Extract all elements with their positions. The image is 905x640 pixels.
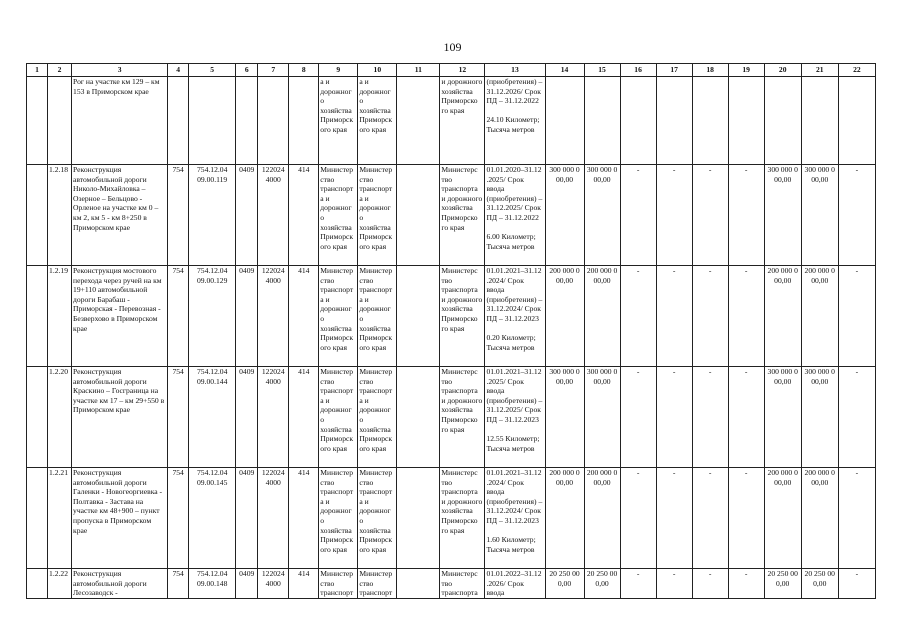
header-cell: 22 <box>838 64 875 77</box>
table-cell-col-8: 414 <box>289 165 319 266</box>
table-cell-col-1 <box>27 165 48 266</box>
table-cell-col-1 <box>27 77 48 165</box>
table-cell-col-5: 754.12.04 09.00.144 <box>189 367 236 468</box>
table-cell-col-17: - <box>656 569 692 599</box>
table-cell-col-15: 200 000 0 00,00 <box>584 468 620 569</box>
header-cell: 14 <box>545 64 584 77</box>
table-cell-col-15 <box>584 77 620 165</box>
table-cell-col-22: - <box>838 165 875 266</box>
header-cell: 9 <box>319 64 358 77</box>
table-cell-col-1 <box>27 468 48 569</box>
table-cell-col-2: 1.2.20 <box>48 367 72 468</box>
table-cell-col-5 <box>189 77 236 165</box>
header-cell: 8 <box>289 64 319 77</box>
table-cell-col-7: 122024 4000 <box>258 367 289 468</box>
table-cell-col-6: 0409 <box>236 266 258 367</box>
table-cell-col-4: 754 <box>168 569 189 599</box>
table-cell-col-11 <box>397 165 440 266</box>
table-cell-col-2: 1.2.21 <box>48 468 72 569</box>
table-cell-col-4: 754 <box>168 367 189 468</box>
table-cell-col-16: - <box>620 266 656 367</box>
table-cell-col-22 <box>838 77 875 165</box>
table-cell-col-14: 200 000 0 00,00 <box>545 468 584 569</box>
table-cell-col-14: 300 000 0 00,00 <box>545 165 584 266</box>
table-row <box>27 468 876 569</box>
table-cell-col-12: Министерс тво транспорта и дорожного хозяйства Приморско го края <box>440 468 485 569</box>
table-cell-col-6 <box>236 77 258 165</box>
table-cell-col-18: - <box>692 266 728 367</box>
header-cell: 2 <box>48 64 72 77</box>
table-cell-col-17: - <box>656 165 692 266</box>
table-cell-col-21: 300 000 0 00,00 <box>801 367 838 468</box>
table-row <box>27 266 876 367</box>
table-row <box>27 77 876 165</box>
table-cell-col-21 <box>801 77 838 165</box>
table-cell-col-15: 300 000 0 00,00 <box>584 367 620 468</box>
table-cell-col-15: 300 000 0 00,00 <box>584 165 620 266</box>
table-cell-col-9: Министер ство транспорт а и дорожног о хозяйства Приморск ого края <box>319 165 358 266</box>
header-cell: 10 <box>358 64 397 77</box>
table-cell-col-13: 01.01.2021–31.12 .2024/ Срок ввода (приобретения) – 31.12.2024/ Срок ПД – 31.12.2023 0.20 Километр; Тысяча метров <box>485 266 545 367</box>
table-cell-col-8: 414 <box>289 367 319 468</box>
header-cell: 16 <box>620 64 656 77</box>
table-cell-col-8: 414 <box>289 468 319 569</box>
table-cell-col-16: - <box>620 569 656 599</box>
table-cell-col-14 <box>545 77 584 165</box>
table-cell-col-10: Министер ство транспорт а и дорожног о хозяйства Приморск ого края <box>358 266 397 367</box>
header-cell: 12 <box>440 64 485 77</box>
table-cell-col-7: 122024 4000 <box>258 468 289 569</box>
table-cell-col-6: 0409 <box>236 367 258 468</box>
table-cell-col-20: 300 000 0 00,00 <box>764 165 801 266</box>
table-cell-col-3: Реконструкция автомобильной дороги Николо-Михайловка – Озерное – Бельцово - Орленое на участке км 0 – км 2, км 5 - км 8+250 в Приморском крае <box>72 165 168 266</box>
table-cell-col-12: Министерс тво транспорта <box>440 569 485 599</box>
table-cell-col-9: Министер ство транспорт а и дорожног о хозяйства Приморск ого края <box>319 468 358 569</box>
table-cell-col-22: - <box>838 569 875 599</box>
table-cell-col-19 <box>728 77 764 165</box>
header-cell: 6 <box>236 64 258 77</box>
table-cell-col-9: Министер ство транспорт <box>319 569 358 599</box>
table-cell-col-17: - <box>656 468 692 569</box>
header-cell: 15 <box>584 64 620 77</box>
table-cell-col-14: 200 000 0 00,00 <box>545 266 584 367</box>
table-cell-col-12: Министерс тво транспорта и дорожного хозяйства Приморско го края <box>440 367 485 468</box>
table-cell-col-5: 754.12.04 09.00.145 <box>189 468 236 569</box>
table-cell-col-20 <box>764 77 801 165</box>
table-cell-col-12: Министерс тво транспорта и дорожного хозяйства Приморско го края <box>440 266 485 367</box>
table-cell-col-2: 1.2.22 <box>48 569 72 599</box>
table-cell-col-9: а и дорожног о хозяйства Приморск ого края <box>319 77 358 165</box>
table-row <box>27 367 876 468</box>
table-cell-col-19: - <box>728 266 764 367</box>
table-cell-col-11 <box>397 569 440 599</box>
table-cell-col-19: - <box>728 165 764 266</box>
table-cell-col-11 <box>397 77 440 165</box>
table-cell-col-2 <box>48 77 72 165</box>
table-cell-col-17: - <box>656 367 692 468</box>
header-cell: 3 <box>72 64 168 77</box>
table-cell-col-2: 1.2.19 <box>48 266 72 367</box>
table-cell-col-20: 300 000 0 00,00 <box>764 367 801 468</box>
header-cell: 5 <box>189 64 236 77</box>
table-cell-col-8: 414 <box>289 266 319 367</box>
table-cell-col-15: 20 250 00 0,00 <box>584 569 620 599</box>
table-cell-col-22: - <box>838 367 875 468</box>
table-cell-col-1 <box>27 266 48 367</box>
table-cell-col-10: Министер ство транспорт а и дорожног о хозяйства Приморск ого края <box>358 367 397 468</box>
table-cell-col-21: 200 000 0 00,00 <box>801 266 838 367</box>
table-cell-col-10: Министер ство транспорт <box>358 569 397 599</box>
table-cell-col-10: а и дорожног о хозяйства Приморск ого края <box>358 77 397 165</box>
table-cell-col-18 <box>692 77 728 165</box>
table-cell-col-21: 20 250 00 0,00 <box>801 569 838 599</box>
table-cell-col-20: 200 000 0 00,00 <box>764 468 801 569</box>
table-cell-col-3: Реконструкция автомобильной дороги Краскино – Госграница на участке км 17 – км 29+550 в Приморском крае <box>72 367 168 468</box>
table-cell-col-6: 0409 <box>236 569 258 599</box>
table-cell-col-19: - <box>728 569 764 599</box>
table-cell-col-10: Министер ство транспорт а и дорожног о хозяйства Приморск ого края <box>358 468 397 569</box>
table-cell-col-5: 754.12.04 09.00.148 <box>189 569 236 599</box>
table-cell-col-21: 200 000 0 00,00 <box>801 468 838 569</box>
table-cell-col-3: Рог на участке км 129 – км 153 в Приморском крае <box>72 77 168 165</box>
table-cell-col-8: 414 <box>289 569 319 599</box>
table-cell-col-16 <box>620 77 656 165</box>
header-cell: 7 <box>258 64 289 77</box>
header-cell: 11 <box>397 64 440 77</box>
table-cell-col-3: Реконструкция мостового перехода через ручей на км 19+110 автомобильной дороги Барабаш - Приморская - Перевозная - Безверхово в Приморском крае <box>72 266 168 367</box>
table-cell-col-16: - <box>620 468 656 569</box>
table-cell-col-15: 200 000 0 00,00 <box>584 266 620 367</box>
table-cell-col-6: 0409 <box>236 468 258 569</box>
table-cell-col-9: Министер ство транспорт а и дорожног о хозяйства Приморск ого края <box>319 266 358 367</box>
table-cell-col-20: 200 000 0 00,00 <box>764 266 801 367</box>
table-cell-col-2: 1.2.18 <box>48 165 72 266</box>
table-cell-col-20: 20 250 00 0,00 <box>764 569 801 599</box>
table-cell-col-19: - <box>728 367 764 468</box>
table-cell-col-6: 0409 <box>236 165 258 266</box>
table-cell-col-7 <box>258 77 289 165</box>
table-cell-col-14: 20 250 00 0,00 <box>545 569 584 599</box>
table-cell-col-22: - <box>838 468 875 569</box>
header-row <box>27 64 876 77</box>
table-cell-col-4: 754 <box>168 165 189 266</box>
table-cell-col-4 <box>168 77 189 165</box>
table-cell-col-5: 754.12.04 09.00.129 <box>189 266 236 367</box>
header-cell: 17 <box>656 64 692 77</box>
table-cell-col-7: 122024 4000 <box>258 165 289 266</box>
table-cell-col-12: Министерс тво транспорта и дорожного хозяйства Приморско го края <box>440 165 485 266</box>
table-cell-col-11 <box>397 367 440 468</box>
table-cell-col-18: - <box>692 569 728 599</box>
header-cell: 13 <box>485 64 545 77</box>
table-cell-col-10: Министер ство транспорт а и дорожног о хозяйства Приморск ого края <box>358 165 397 266</box>
table-cell-col-13: 01.01.2022–31.12 .2026/ Срок ввода <box>485 569 545 599</box>
table-cell-col-13: 01.01.2021–31.12 .2025/ Срок ввода (приобретения) – 31.12.2025/ Срок ПД – 31.12.2023 12.55 Километр; Тысяча метров <box>485 367 545 468</box>
table-cell-col-13: 01.01.2021–31.12 .2024/ Срок ввода (приобретения) – 31.12.2024/ Срок ПД – 31.12.2023 1.60 Километр; Тысяча метров <box>485 468 545 569</box>
data-table <box>26 63 876 599</box>
table-cell-col-18: - <box>692 165 728 266</box>
table-cell-col-3: Реконструкция автомобильной дороги Лесозаводск - <box>72 569 168 599</box>
table-cell-col-3: Реконструкция автомобильной дороги Галенки - Новогеоргиевка - Полтавка - Застава на участке км 48+900 – пункт пропуска в Приморском крае <box>72 468 168 569</box>
table-cell-col-7: 122024 4000 <box>258 569 289 599</box>
table-cell-col-1 <box>27 569 48 599</box>
table-cell-col-16: - <box>620 367 656 468</box>
table-cell-col-13: (приобретения) – 31.12.2026/ Срок ПД – 31.12.2022 24.10 Километр; Тысяча метров <box>485 77 545 165</box>
header-cell: 1 <box>27 64 48 77</box>
table-cell-col-18: - <box>692 367 728 468</box>
table-cell-col-18: - <box>692 468 728 569</box>
table-row <box>27 165 876 266</box>
table-cell-col-4: 754 <box>168 468 189 569</box>
header-cell: 20 <box>764 64 801 77</box>
header-cell: 4 <box>168 64 189 77</box>
table-cell-col-21: 300 000 0 00,00 <box>801 165 838 266</box>
table-row <box>27 569 876 599</box>
table-cell-col-22: - <box>838 266 875 367</box>
table-cell-col-19: - <box>728 468 764 569</box>
table-cell-col-8 <box>289 77 319 165</box>
table-cell-col-4: 754 <box>168 266 189 367</box>
table-cell-col-14: 300 000 0 00,00 <box>545 367 584 468</box>
table-cell-col-17 <box>656 77 692 165</box>
table-cell-col-17: - <box>656 266 692 367</box>
header-cell: 21 <box>801 64 838 77</box>
table-cell-col-11 <box>397 266 440 367</box>
header-cell: 19 <box>728 64 764 77</box>
table-cell-col-9: Министер ство транспорт а и дорожног о хозяйства Приморск ого края <box>319 367 358 468</box>
table-cell-col-1 <box>27 367 48 468</box>
page-number: 109 <box>443 40 462 54</box>
table-cell-col-16: - <box>620 165 656 266</box>
table-cell-col-11 <box>397 468 440 569</box>
table-cell-col-13: 01.01.2020–31.12 .2025/ Срок ввода (приобретения) – 31.12.2025/ Срок ПД – 31.12.2022 6.00 Километр; Тысяча метров <box>485 165 545 266</box>
table-cell-col-12: и дорожного хозяйства Приморско го края <box>440 77 485 165</box>
header-cell: 18 <box>692 64 728 77</box>
table-cell-col-7: 122024 4000 <box>258 266 289 367</box>
table-cell-col-5: 754.12.04 09.00.119 <box>189 165 236 266</box>
